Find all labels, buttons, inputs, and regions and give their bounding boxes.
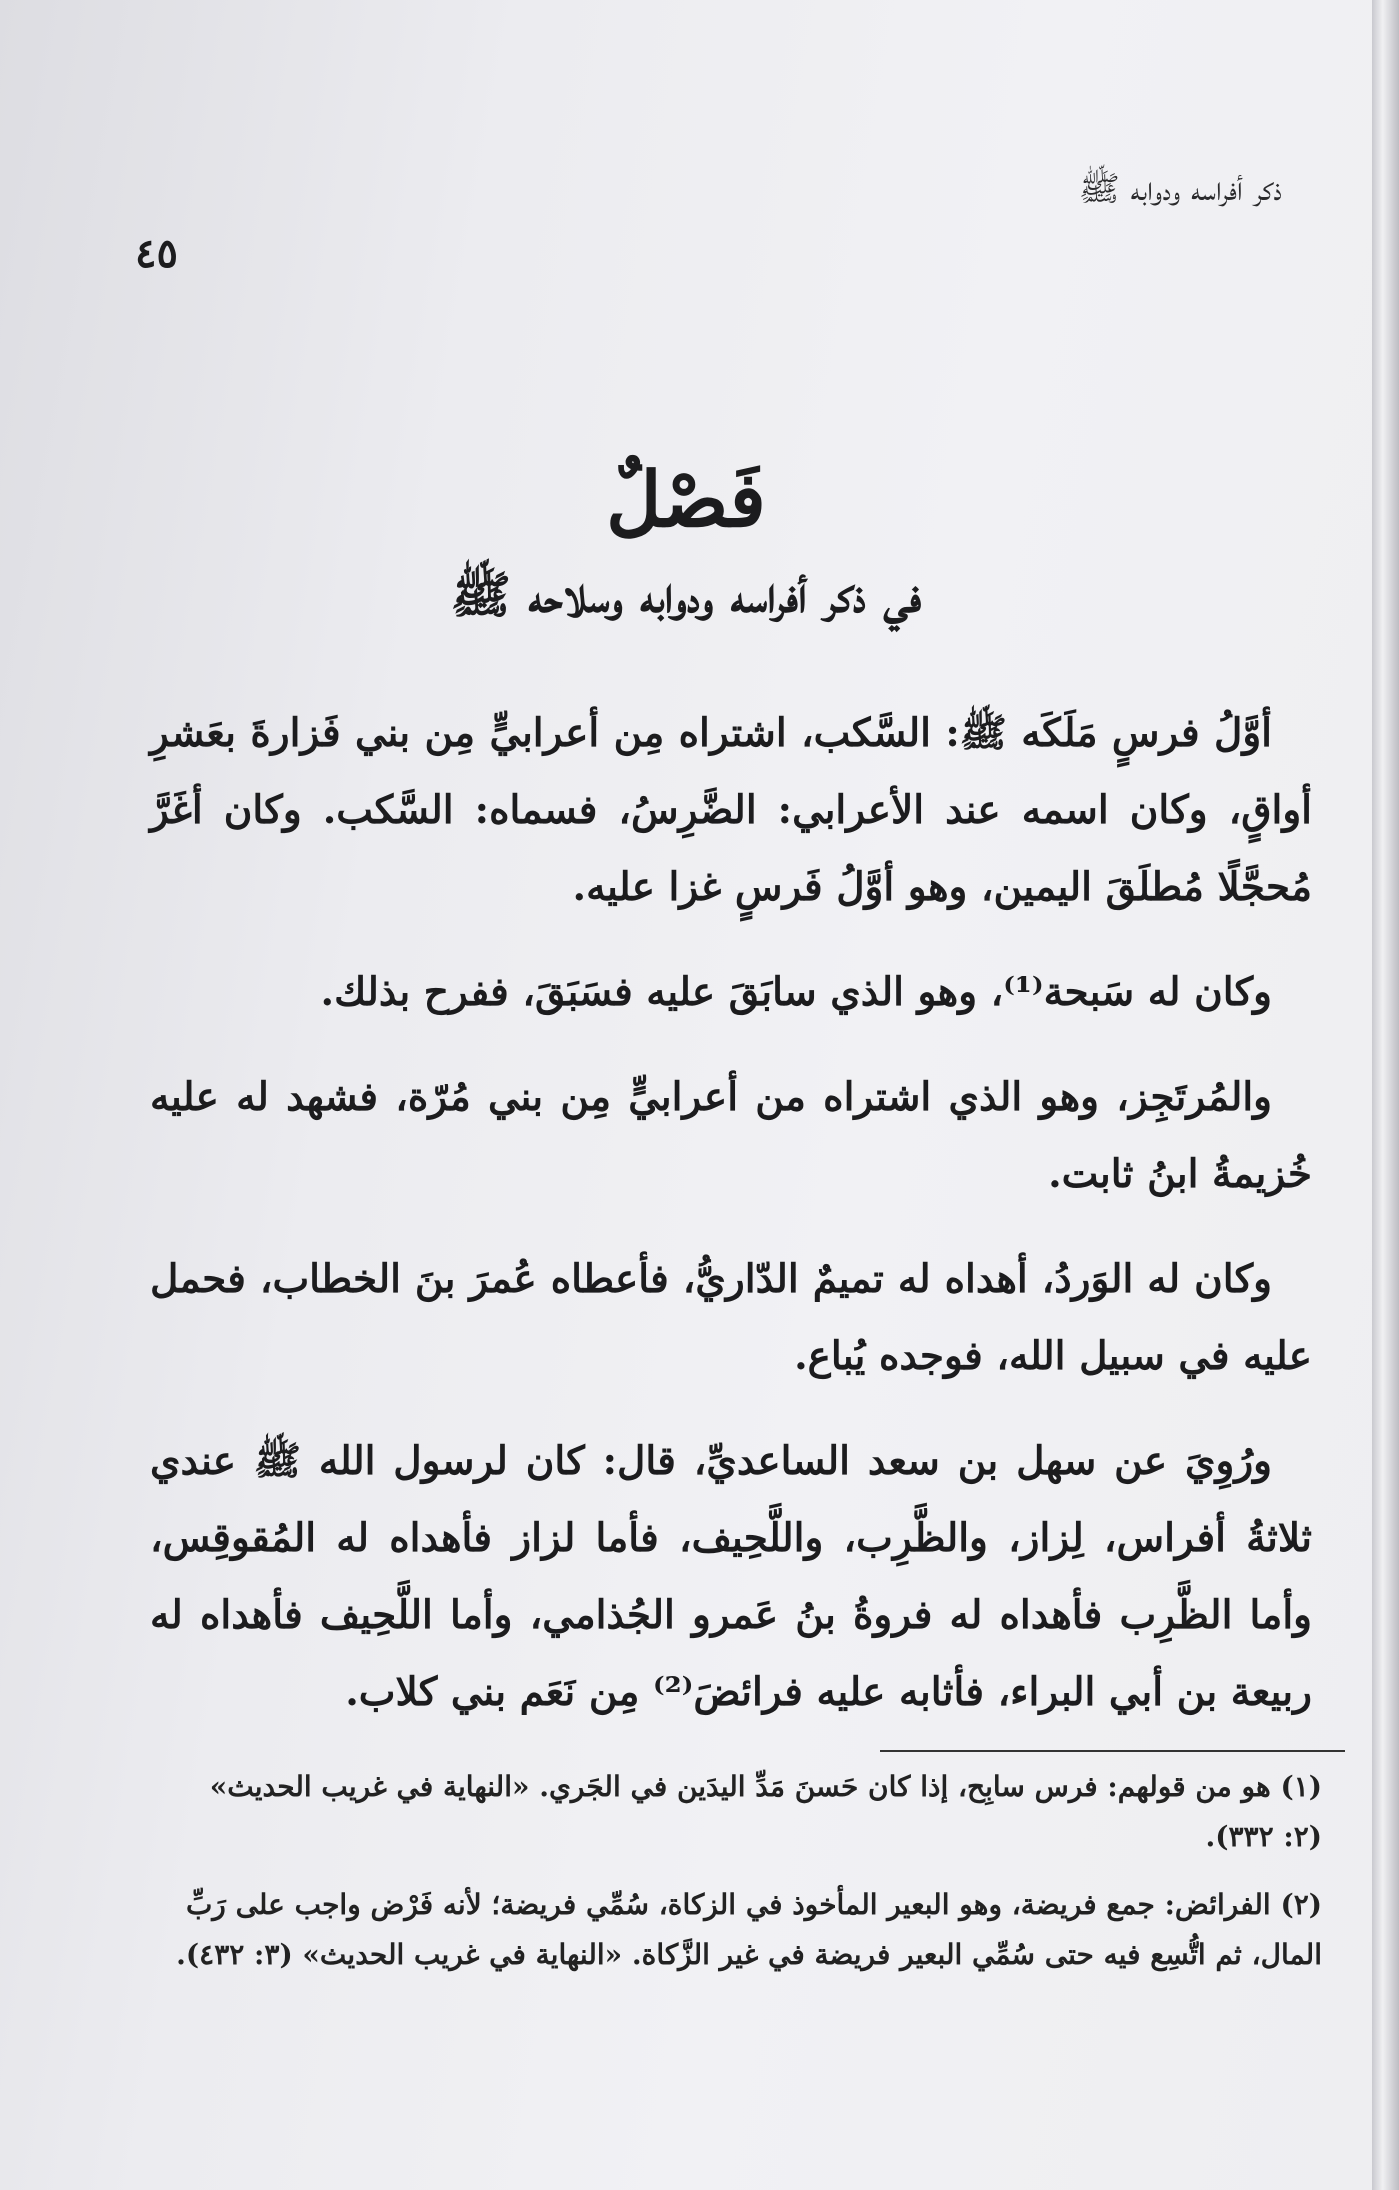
- page-number: ٤٥: [135, 230, 178, 277]
- paragraph: وكان له سَبحة⁽¹⁾، وهو الذي سابَقَ عليه فسَبَقَ، ففرح بذلك.: [320, 969, 1272, 1015]
- footnote: (١) هو من قولهم: فرس سابِح، إذا كان حَسنَ مَدِّ اليدَين في الجَري. «النهاية في غريب الحديث» (٢: ٣٣٢).: [209, 1770, 1322, 1853]
- section-title: في ذكر أفراسه ودوابه وسلاحه ﷺ: [450, 565, 922, 624]
- paragraph: والمُرتَجِز، وهو الذي اشتراه من أعرابيٍّ مِن بني مُرّة، فشهد له عليه خُزيمةُ ابنُ ثابت.: [150, 1074, 1312, 1197]
- body-text: [150, 695, 1312, 1759]
- running-head: ذكر أفراسه ودوابه ﷺ: [1078, 169, 1282, 209]
- footnote: (٢) الفرائض: جمع فريضة، وهو البعير المأخوذ في الزكاة، سُمِّي فريضة؛ لأنه فَرْض واجب على رَبِّ المال، ثم اتُّسِع فيه حتى سُمِّي البعير فريضة في غير الزَّكاة. «النهاية في غريب الحديث» (٣: ٤٣٢).: [176, 1888, 1322, 1971]
- section-heading: فَصْلٌ: [606, 455, 766, 544]
- paragraph: أوَّلُ فرسٍ مَلَكَه ﷺ: السَّكب، اشتراه مِن أعرابيٍّ مِن بني فَزارةَ بعَشرِ أواقٍ، وكان اسمه عند الأعرابي: الضَّرِسُ، فسماه: السَّكب. وكان أغَرَّ مُحجَّلًا مُطلَقَ اليمين، وهو أوَّلُ فَرسٍ غزا عليه.: [150, 710, 1312, 910]
- paragraph: ورُوِيَ عن سهل بن سعد الساعديِّ، قال: كان لرسول الله ﷺ عندي ثلاثةُ أفراس، لِزاز، والظَّرِب، واللَّحِيف، فأما لزاز فأهداه له المُقوقِس، وأما الظَّرِب فأهداه له فروةُ بنُ عَمرو الجُذامي، وأما اللَّحِيف فأهداه له ربيعة بن أبي البراء، فأثابه عليه فرائضَ⁽²⁾ مِن نَعَم بني كلاب.: [150, 1438, 1312, 1715]
- footnotes: [165, 1762, 1322, 1998]
- book-spine-edge: [1372, 0, 1399, 2190]
- paragraph: وكان له الوَردُ، أهداه له تميمٌ الدّاريُّ، فأعطاه عُمرَ بنَ الخطاب، فحمل عليه في سبيل الله، فوجده يُباع.: [150, 1256, 1312, 1379]
- footnote-divider: [880, 1750, 1345, 1752]
